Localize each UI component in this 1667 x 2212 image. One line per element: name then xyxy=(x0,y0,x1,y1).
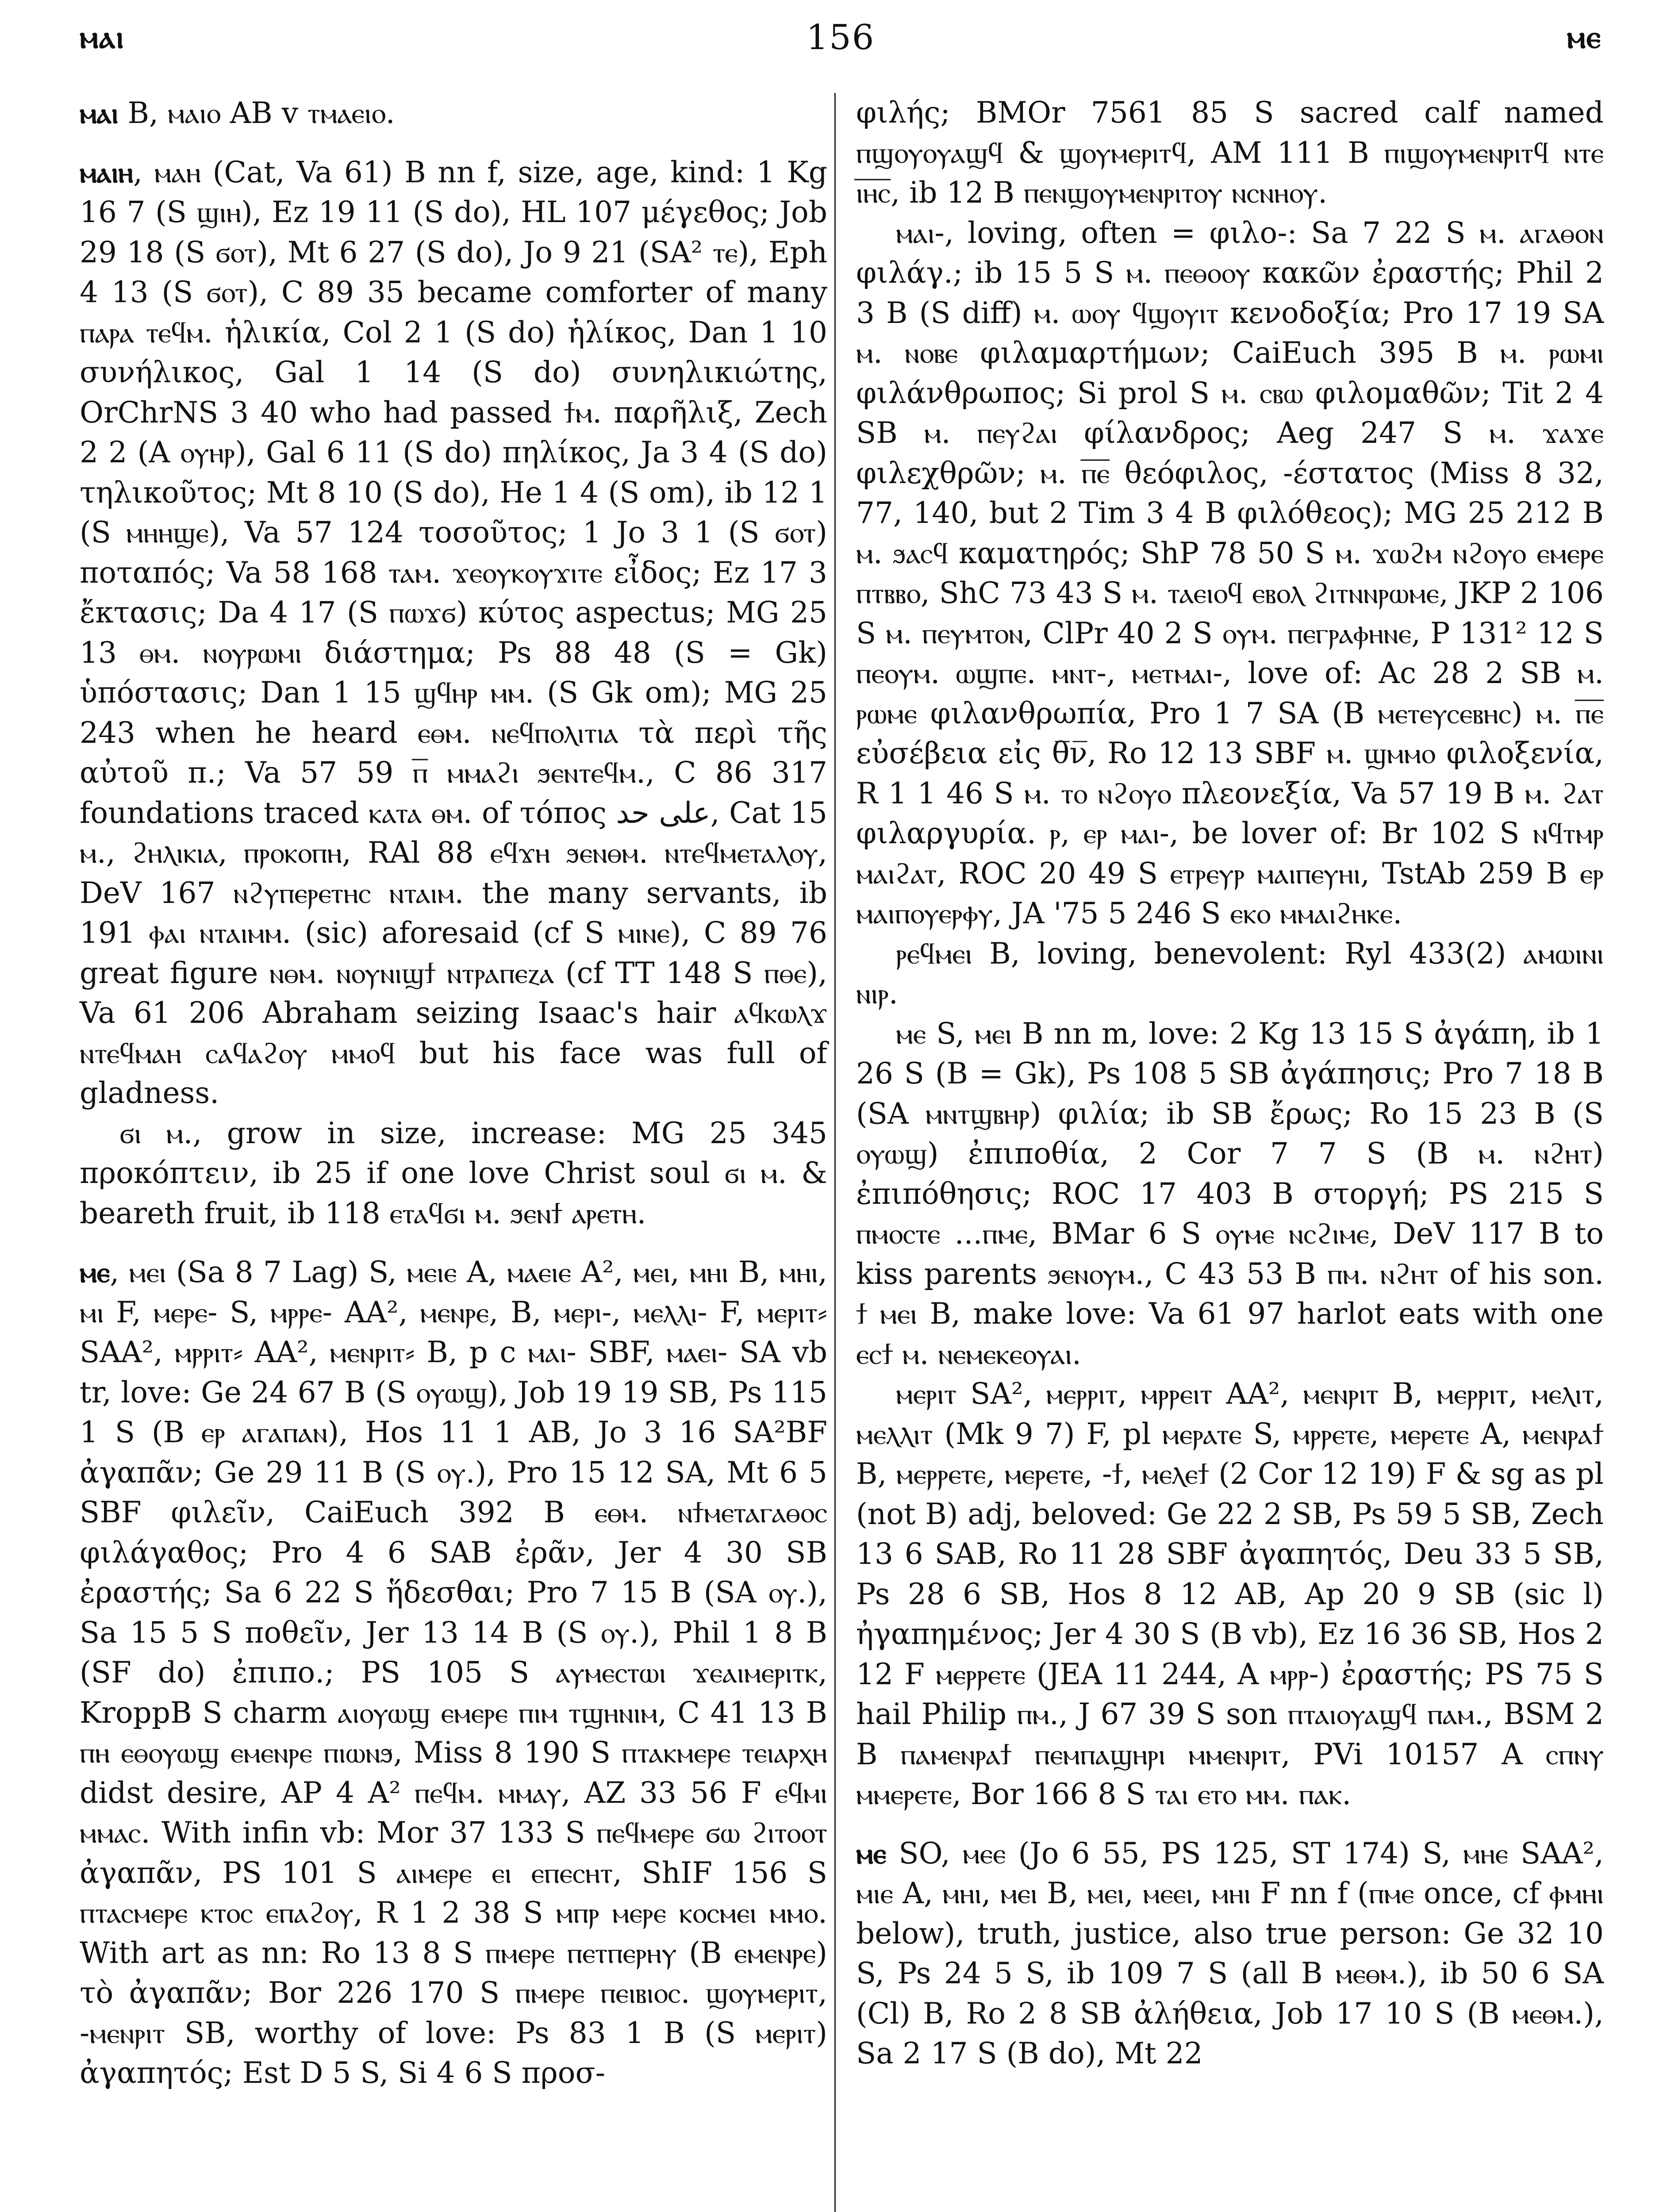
entry-mai xyxy=(80,93,827,134)
subentry-refmei xyxy=(856,934,1604,1014)
entry-text: ⲙⲉ S, ⲙⲉⲓ B nn m, love: 2 Kg 13 15 S ἀγάπη, ib 1 26 S (B = Gk), Ps 108 5 SB ἀγάπησις; Pro 7 18 B (SA ⲙⲛⲧϣⲃⲏⲣ) φιλία; ib SB ἔρως; Ro 15 23 B (S ⲟⲩⲱϣ) ἐπιποθία, 2 Cor 7 7 S (B ⲙ. ⲛϩⲏⲧ) ἐπιπόθησις; ROC 17 403 B στοργή; PS 215 S ⲡⲙⲟⲥⲧⲉ ...ⲡⲙⲉ, BMar 6 S ⲟⲩⲙⲉ ⲛⲥϩⲓⲙⲉ, DeV 117 B to kiss parents ϧⲉⲛⲟⲩⲙ., C 43 53 B ⲡⲙ. ⲛϩⲏⲧ of his son. ϯ ⲙⲉⲓ B, make love: Va 61 97 harlot eats with one ⲉⲥϯ ⲙ. ⲛⲉⲙⲉⲕⲉⲟⲩⲁⲓ. xyxy=(856,1016,1604,1371)
subentry-me-noun xyxy=(856,1014,1604,1375)
left-column xyxy=(80,93,827,2093)
continuation-text xyxy=(856,93,1604,213)
right-column xyxy=(856,93,1604,2074)
headword: ⲙⲁⲓⲏ xyxy=(80,154,134,189)
running-head-left: ⲙⲁⲓ xyxy=(80,18,125,55)
headword: ⲙⲁⲓ xyxy=(80,96,119,130)
entry-text: ⲙⲉⲣⲓⲧ SA², ⲙⲉⲣⲣⲓⲧ, ⲙⲣⲣⲉⲓⲧ AA², ⲙⲉⲛⲣⲓⲧ B, ⲙⲉⲣⲣⲓⲧ, ⲙⲉⲗⲓⲧ, ⲙⲉⲗⲗⲓⲧ (Mk 9 7) F, pl ⲙⲉⲣⲁⲧⲉ S, ⲙⲣⲣⲉⲧⲉ, ⲙⲉⲣⲉⲧⲉ A, ⲙⲉⲛⲣⲁϯ B, ⲙⲉⲣⲣⲉⲧⲉ, ⲙⲉⲣⲉⲧⲉ, -ϯ, ⲙⲉⲗⲉϯ (2 Cor 12 19) F & sg as pl (not B) adj, beloved: Ge 22 2 SB, Ps 59 5 SB, Zech 13 6 SAB, Ro 11 28 SBF ἀγαπητός, Deu 33 5 SB, Ps 28 6 SB, Hos 8 12 AB, Ap 20 9 SB (sic l) ἠγαπημένος; Jer 4 30 S (B vb), Ez 16 36 SB, Hos 2 12 F ⲙⲉⲣⲣⲉⲧⲉ (JEA 11 244, A ⲙⲣⲣ-) ἐραστής; PS 75 S hail Philip ⲡⲙ., J 67 39 S son ⲡⲧⲁⲓⲟⲩⲁϣϥ ⲡⲁⲙ., BSM 2 B ⲡⲁⲙⲉⲛⲣⲁϯ ⲡⲉⲙⲡⲁϣⲏⲣⲓ ⲙⲙⲉⲛⲣⲓⲧ, PVi 10157 A ⲥⲡⲛⲩ ⲙⲙⲉⲣⲉⲧⲉ, Bor 166 8 S ⲧⲁⲓ ⲉⲧⲟ ⲙⲙ. ⲡⲁⲕ. xyxy=(856,1377,1604,1811)
entry-text: , ⲙⲉⲓ (Sa 8 7 Lag) S, ⲙⲉⲓⲉ A, ⲙⲁⲉⲓⲉ A², ⲙⲉⲓ, ⲙⲏⲓ B, ⲙⲏⲓ, ⲙⲓ F, ⲙⲉⲣⲉ- S, ⲙⲣⲣⲉ- AA², ⲙⲉⲛⲣⲉ, B, ⲙⲉⲣⲓ-, ⲙⲉⲗⲗⲓ- F, ⲙⲉⲣⲓⲧ⸗ SAA², ⲙⲣⲣⲓⲧ⸗ AA², ⲙⲉⲛⲣⲓⲧ⸗ B, p c ⲙⲁⲓ- SBF, ⲙⲁⲉⲓ- SA vb tr, love: Ge 24 67 B (S ⲟⲩⲱϣ), Job 19 19 SB, Ps 115 1 S (B ⲉⲣ ⲁⲅⲁⲡⲁⲛ), Hos 11 1 AB, Jo 3 16 SA²BF ἀγαπᾶν; Ge 29 11 B (S ⲟⲩ.), Pro 15 12 SA, Mt 6 5 SBF φιλεῖν, CaiEuch 392 B ⲉⲑⲙ. ⲛϯⲙⲉⲧⲁⲅⲁⲑⲟⲥ φιλάγαθος; Pro 4 6 SAB ἐρᾶν, Jer 4 30 SB ἐραστής; Sa 6 22 S ἥδεσθαι; Pro 7 15 B (SA ⲟⲩ.), Sa 15 5 S ποθεῖν, Jer 13 14 B (S ⲟⲩ.), Phil 1 8 B (SF do) ἐπιπο.; PS 105 S ⲁⲩⲙⲉⲥⲧⲱⲓ ϫⲉⲁⲓⲙⲉⲣⲓⲧⲕ, KroppB S charm ⲁⲓⲟⲩⲱϣ ⲉⲙⲉⲣⲉ ⲡⲓⲙ ⲧϣⲏⲛⲓⲙ, C 41 13 B ⲡⲏ ⲉⲑⲟⲩⲱϣ ⲉⲙⲉⲛⲣⲉ ⲡⲓⲱⲛϧ, Miss 8 190 S ⲡⲧⲁⲕⲙⲉⲣⲉ ⲧⲉⲓⲁⲣⲭⲏ didst desire, AP 4 A² ⲡⲉϥⲙ. ⲙⲙⲁⲩ, AZ 33 56 F ⲉϥⲙⲓ ⲙⲙⲁⲥ. With infin vb: Mor 37 133 S ⲡⲉϥⲙⲉⲣⲉ ϭⲱ ϩⲓⲧⲟⲟⲧ ἀγαπᾶν, PS 101 S ⲁⲓⲙⲉⲣⲉ ⲉⲓ ⲉⲡⲉⲥⲏⲧ, ShIF 156 S ⲡⲧⲁⲥⲙⲉⲣⲉ ⲕⲧⲟⲥ ⲉⲡⲁϩⲟⲩ, R 1 2 38 S ⲙⲡⲣ ⲙⲉⲣⲉ ⲕⲟⲥⲙⲉⲓ ⲙⲙⲟ. With art as nn: Ro 13 8 S ⲡⲙⲉⲣⲉ ⲡⲉⲧⲡⲉⲣⲏⲩ (B ⲉⲙⲉⲛⲣⲉ) τὸ ἀγαπᾶν; Bor 226 170 S ⲡⲙⲉⲣⲉ ⲡⲉⲓⲃⲓⲟⲥ. ϣⲟⲩⲙⲉⲣⲓⲧ, -ⲙⲉⲛⲣⲓⲧ SB, worthy of love: Ps 83 1 B (S ⲙⲉⲣⲓⲧ) ἀγαπητός; Est D 5 S, Si 4 6 S προσ- xyxy=(80,1255,827,2090)
headword: ⲙⲉ xyxy=(80,1255,110,1289)
page-number: 156 xyxy=(806,18,875,58)
page-header xyxy=(80,13,1602,71)
entry-text: , ⲙⲁⲏ (Cat, Va 61) B nn f, size, age, kind: 1 Kg 16 7 (S ϣⲓⲏ), Ez 19 11 (S do), HL 107 μέγεθος; Job 29 18 (S ϭⲟⲧ), Mt 6 27 (S do), Jo 9 21 (SA² ⲧⲉ), Eph 4 13 (S ϭⲟⲧ), C 89 35 became comforter of many ⲡⲁⲣⲁ ⲧⲉϥⲙ. ἡλικία, Col 2 1 (S do) ἡλίκος, Dan 1 10 συνήλικος, Gal 1 14 (S do) συνηλικιώτης, OrChrNS 3 40 who had passed ϯⲙ. παρῆλιξ, Zech 2 2 (A ⲟⲩⲏⲣ), Gal 6 11 (S do) πηλίκος, Ja 3 4 (S do) τηλικοῦτος; Mt 8 10 (S do), He 1 4 (S om), ib 12 1 (S ⲙⲏⲏϣⲉ), Va 57 124 τοσοῦτος; 1 Jo 3 1 (S ϭⲟⲧ) ποταπός; Va 58 168 ⲧⲁⲙ. ϫⲉⲟⲩⲕⲟⲩϫⲓⲧⲉ εἶδος; Ez 17 3 ἔκτασις; Da 4 17 (S ⲡⲱϫϭ) κύτος aspectus; MG 25 13 ⲑⲙ. ⲛⲟⲩⲣⲱⲙⲓ διάστημα; Ps 88 48 (S = Gk) ὑπόστασις; Dan 1 15 ϣϥⲏⲣ ⲙⲙ. (S Gk om); MG 25 243 when he heard ⲉⲑⲙ. ⲛⲉϥⲡⲟⲗⲓⲧⲓⲁ τὰ περὶ τῆς αὐτοῦ π.; Va 57 59 ⲡ̅ ⲙⲙⲁϩⲓ ϧⲉⲛⲧⲉϥⲙ., C 86 317 foundations traced ⲕⲁⲧⲁ ⲑⲙ. of τόπος على حد, Cat 15 ⲙ., ϩⲏⲗⲓⲕⲓⲁ, ⲡⲣⲟⲕⲟⲡⲏ, RAl 88 ⲉϥϫⲏ ϧⲉⲛⲑⲙ. ⲛⲧⲉϥⲙⲉⲧⲁⲗⲟⲩ, DeV 167 ⲛϩⲩⲡⲉⲣⲉⲧⲏⲥ ⲛⲧⲁⲓⲙ. the many servants, ib 191 ⲫⲁⲓ ⲛⲧⲁⲓⲙⲙ. (sic) aforesaid (cf S ⲙⲓⲛⲉ), C 89 76 great figure ⲛⲑⲙ. ⲛⲟⲩⲛⲓϣϯ ⲛⲧⲣⲁⲡⲉⲍⲁ (cf TT 148 S ⲡⲑⲉ), Va 61 206 Abraham seizing Isaac's hair ⲁϥⲕⲱⲗϫ ⲛⲧⲉϥⲙⲁⲏ ⲥⲁϥⲁϩⲟⲩ ⲙⲙⲟϥ but his face was full of gladness. xyxy=(80,155,827,1110)
subentry-merit-beloved xyxy=(856,1374,1604,1815)
entry-me-truth xyxy=(856,1833,1604,2074)
entry-text: ⲙⲁⲓ-, loving, often = φιλο-: Sa 7 22 S ⲙ. ⲁⲅⲁⲑⲟⲛ φιλάγ.; ib 15 5 S ⲙ. ⲡⲉⲑⲟⲟⲩ κακῶν ἐραστής; Phil 2 3 B (S diff) ⲙ. ⲱⲟⲩ ϥϣⲟⲩⲓⲧ κενοδοξία; Pro 17 19 SA ⲙ. ⲛⲟⲃⲉ φιλαμαρτήμων; CaiEuch 395 B ⲙ. ⲣⲱⲙⲓ φιλάνθρωπος; Si prol S ⲙ. ⲥⲃⲱ φιλομαθῶν; Tit 2 4 SB ⲙ. ⲡⲉⲩϩⲁⲓ φίλανδρος; Aeg 247 S ⲙ. ϫⲁϫⲉ φιλεχθρῶν; ⲙ. ⲡ̅ⲉ̅ θεόφιλος, -έστατος (Miss 8 32, 77, 140, but 2 Tim 3 4 B φιλόθεος); MG 25 212 B ⲙ. ϧⲁⲥϥ καματηρός; ShP 78 50 S ⲙ. ϫⲱϩⲙ ⲛϩⲟⲩⲟ ⲉⲙⲉⲣⲉ ⲡⲧⲃⲃⲟ, ShC 73 43 S ⲙ. ⲧⲁⲉⲓⲟϥ ⲉⲃⲟⲗ ϩⲓⲧⲛⲛⲣⲱⲙⲉ, JKP 2 106 S ⲙ. ⲡⲉⲩⲙⲧⲟⲛ, ClPr 40 2 S ⲟⲩⲙ. ⲡⲉⲅⲣⲁⲫⲏⲛⲉ, P 131² 12 S ⲡⲉⲟⲩⲙ. ⲱϣⲡⲉ. ⲙⲛⲧ-, ⲙⲉⲧⲙⲁⲓ-, love of: Ac 28 2 SB ⲙ. ⲣⲱⲙⲉ φιλανθρωπία, Pro 1 7 SA (B ⲙⲉⲧⲉⲩⲥⲉⲃⲏⲥ) ⲙ. ⲡ̅ⲉ̅ εὐσέβεια εἰς θ̅ν̅, Ro 12 13 SBF ⲙ. ϣⲙⲙⲟ φιλοξενία, R 1 1 46 S ⲙ. ⲧⲟ ⲛϩⲟⲩⲟ πλεονεξία, Va 57 19 B ⲙ. ϩⲁⲧ φιλαργυρία. ⲣ, ⲉⲣ ⲙⲁⲓ-, be lover of: Br 102 S ⲛϥⲧⲙⲣ ⲙⲁⲓϩⲁⲧ, ROC 20 49 S ⲉⲧⲣⲉⲩⲣ ⲙⲁⲓⲡⲉⲩⲏⲓ, TstAb 259 B ⲉⲣ ⲙⲁⲓⲡⲟⲩⲉⲣⲫⲩ, JA '75 5 246 S ⲉⲕⲟ ⲙⲙⲁⲓϩⲏⲕⲉ. xyxy=(856,215,1604,930)
running-head-right: ⲙⲉ xyxy=(1567,18,1602,55)
entry-text: φιλής; BMOr 7561 85 S sacred calf named ⲡϣⲟⲩⲟⲩⲁϣϥ & ϣⲟⲩⲙⲉⲣⲓⲧϥ, AM 111 B ⲡⲓϣⲟⲩⲙⲉⲛⲣⲓⲧϥ ⲛⲧⲉ ⲓ̅ⲏ̅ⲥ̅, ib 12 B ⲡⲉⲛϣⲟⲩⲙⲉⲛⲣⲓⲧⲟⲩ ⲛⲥⲛⲏⲟⲩ. xyxy=(856,96,1604,210)
entry-text: SO, ⲙⲉⲉ (Jo 6 55, PS 125, ST 174) S, ⲙⲏⲉ SAA², ⲙⲓⲉ A, ⲙⲏⲓ, ⲙⲉⲓ B, ⲙⲉⲓ, ⲙⲉⲉⲓ, ⲙⲏⲓ F nn f (ⲡⲙⲉ once, cf ⲫⲙⲏⲓ below), truth, justice, also true person: Ge 32 10 S, Ps 24 5 S, ib 109 7 S (all B ⲙⲉⲑⲙ.), ib 50 6 SA (Cl) B, Ro 2 8 SB ἀλήθεια, Job 17 10 S (B ⲙⲉⲑⲙ.), Sa 2 17 S (B do), Mt 22 xyxy=(856,1836,1604,2070)
column-divider xyxy=(834,93,836,2212)
headword: ⲙⲉ xyxy=(856,1836,887,1870)
entry-text: ⲣⲉϥⲙⲉⲓ B, loving, benevolent: Ryl 433(2) ⲁⲙⲱⲓⲛⲓ ⲛⲓⲣ. xyxy=(856,936,1604,1010)
entry-maie xyxy=(80,152,827,1114)
subentry-mai-loving xyxy=(856,213,1604,934)
entry-text: B, ⲙⲁⲓⲟ AB v ⲧⲙⲁⲉⲓⲟ. xyxy=(118,96,395,130)
entry-me-love-verb xyxy=(80,1252,827,2093)
entry-text: ϭⲓ ⲙ., grow in size, increase: MG 25 345 προκόπτειν, ib 25 if one love Christ soul ϭⲓ ⲙ. & beareth fruit, ib 118 ⲉⲧⲁϥϭⲓ ⲙ. ϧⲉⲛϯ ⲁⲣⲉⲧⲏ. xyxy=(80,1116,827,1230)
subentry-grow-in-size xyxy=(80,1114,827,1234)
